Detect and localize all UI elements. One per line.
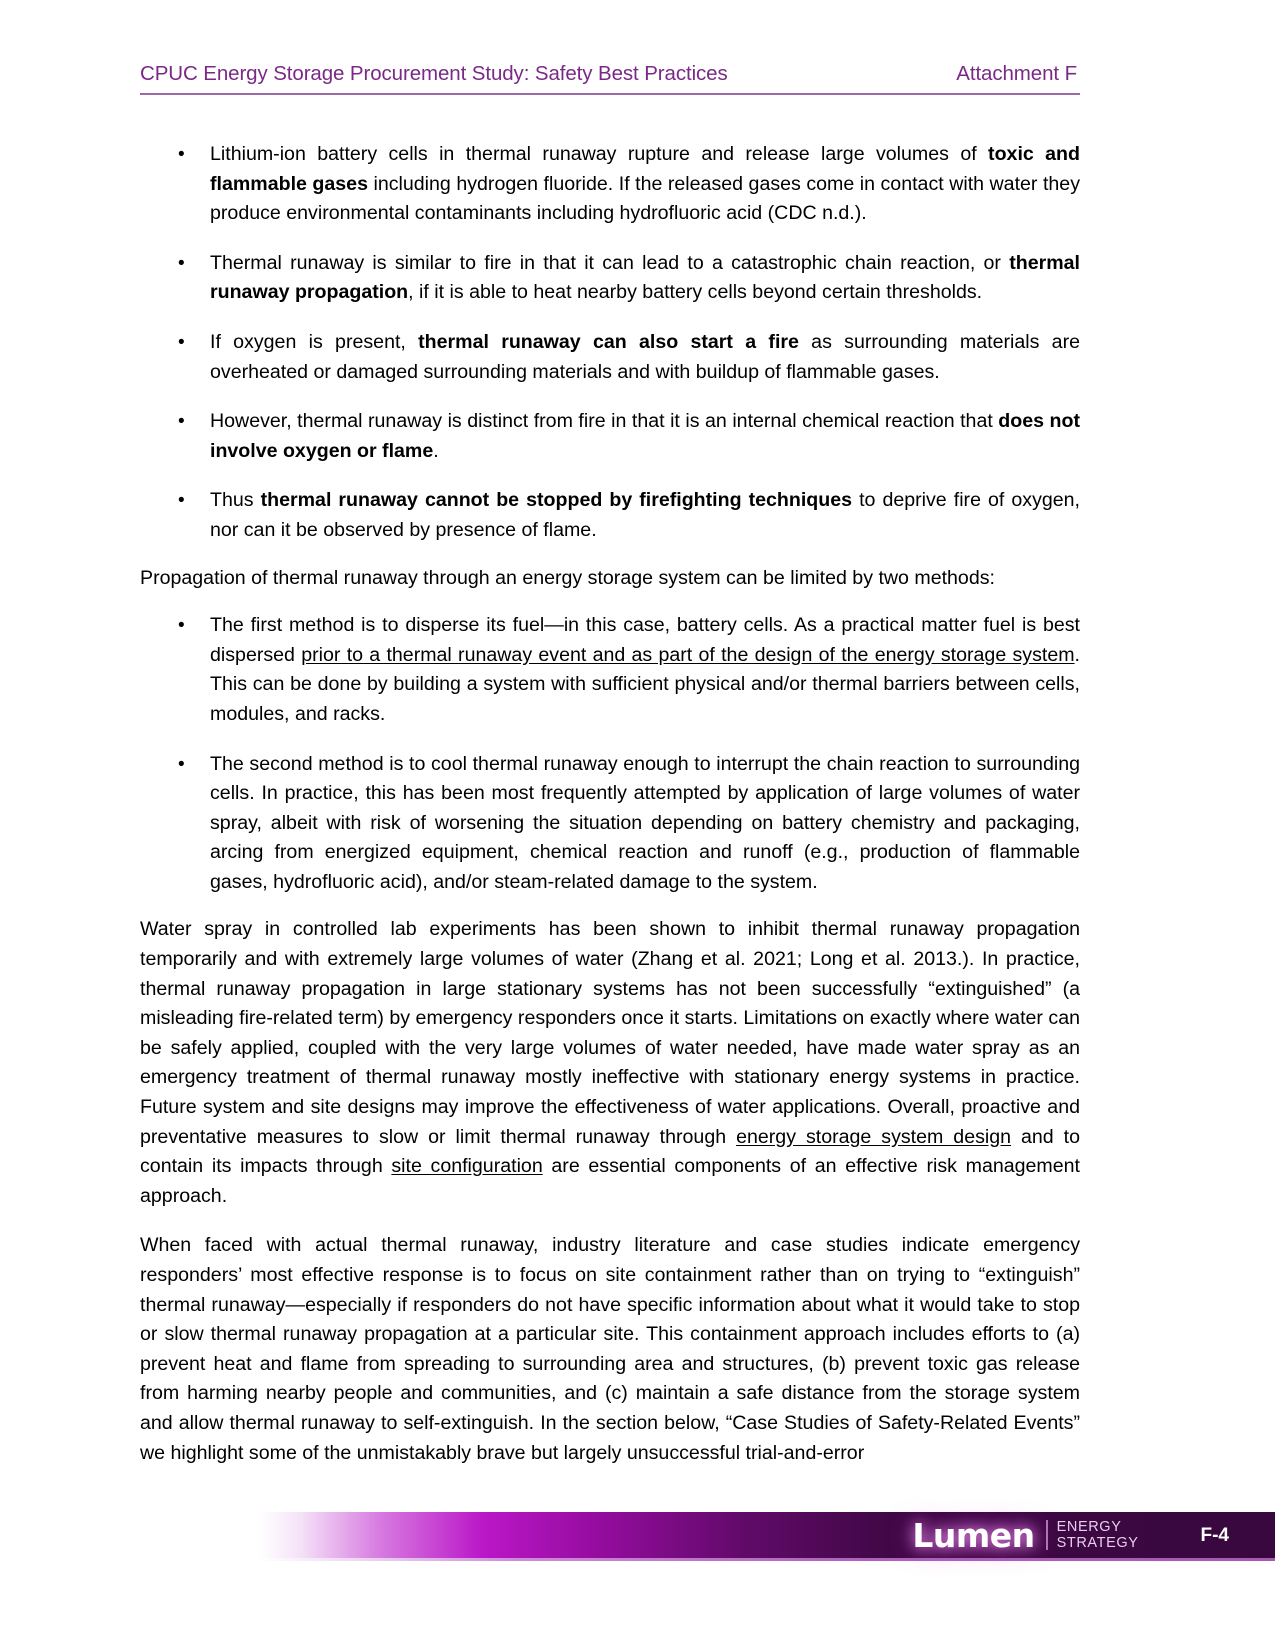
emphasis-underline: energy storage system design (736, 1125, 1012, 1148)
paragraph-methods-intro: Propagation of thermal runaway through an energy storage system can be limited by two methods: (140, 566, 995, 589)
footer-gradient-bar (260, 1512, 1275, 1558)
text-run: The second method is to cool thermal runaway enough to interrupt the chain reaction to surrounding cells. In practice, this has been most frequently attempted by application of large volumes of water spray, albeit with risk of worsening the situation depending on battery chemistry and packaging, arcing from energized equipment, chemical reaction and runoff (e.g., production of flammable gases, hydrofluoric acid), and/or steam-related damage to the system. (210, 752, 1080, 893)
bullet-dot-icon: • (178, 331, 185, 353)
text-run: are essential components of an effective risk management approach. (140, 1155, 1080, 1207)
logo-tagline-line2: STRATEGY (1056, 1535, 1139, 1551)
lumen-wordmark: Lumen (912, 1515, 1035, 1555)
emphasis-bold: thermal runaway propagation (210, 251, 1080, 304)
logo-tagline (1057, 1519, 1139, 1552)
text-run: Lithium-ion battery cells in thermal runaway rupture and release large volumes of (210, 143, 989, 165)
lumen-logo (912, 1512, 1275, 1558)
text-run: . (433, 439, 439, 462)
paragraph-water-spray (140, 915, 1080, 1211)
list-item (140, 249, 1080, 308)
list-item (140, 407, 1080, 466)
bullet-dot-icon: • (178, 490, 185, 512)
emphasis-bold: does not involve oxygen or flame (210, 410, 1080, 462)
text-run: The first method is to disperse its fuel—in this case, battery cells. As a practical matter fuel is best dispersed (210, 614, 1080, 666)
paragraph-containment-approach (140, 1231, 1080, 1468)
page-content (140, 140, 1080, 1488)
emphasis-underline: prior to a thermal runaway event and as part of the design of the energy storage system (301, 643, 1075, 666)
bullet-list-thermal-runaway-facts (140, 140, 1080, 546)
text-run: , if it is able to heat nearby battery cells beyond certain thresholds. (408, 281, 983, 304)
text-run: Thermal runaway is similar to fire in that it can lead to a catastrophic chain reaction, or (210, 251, 1010, 274)
text-run: to deprive fire of oxygen, nor can it be observed by presence of flame. (210, 489, 1081, 541)
list-item (140, 750, 1080, 898)
text-run: as surrounding materials are overheated or damaged surrounding materials and with buildup of flammable gases. (210, 330, 1080, 383)
emphasis-bold: thermal runaway cannot be stopped by firefighting techniques (260, 489, 853, 512)
text-run: Thus (210, 489, 261, 512)
text-run: However, thermal runaway is distinct from fire in that it is an internal chemical reaction that (210, 410, 999, 433)
footer-underline-rule (260, 1558, 1275, 1561)
list-item (140, 486, 1080, 545)
text-run: Water spray in controlled lab experiments has been shown to inhibit thermal runaway propagation temporarily and with extremely large volumes of water (Zhang et al. 2021; Long et al. 2013.). In practice, thermal runaway propagation in large stationary systems has not been successfully “extinguished” (a misleading fire-related term) by emergency responders once it starts. Limitations on exactly where water can be safely applied, coupled with the very large volumes of water needed, have made water spray as an emergency treatment of thermal runaway mostly ineffective with stationary energy systems in practice. Future system and site designs may improve the effectiveness of water applications. Overall, proactive and preventative measures to slow or limit thermal runaway through (140, 918, 1080, 1148)
header-document-title: CPUC Energy Storage Procurement Study: Safety Best Practices (140, 62, 728, 85)
bullet-list-propagation-methods (140, 611, 1080, 897)
page-number: F-4 (1200, 1524, 1229, 1546)
text-run: including hydrogen fluoride. If the released gases come in contact with water they produce environmental contaminants including hydrofluoric acid (CDC n.d.). (210, 172, 1080, 225)
text-run: When faced with actual thermal runaway, industry literature and case studies indicate emergency responders’ most effective response is to focus on site containment rather than on trying to “extinguish” thermal runaway—especially if responders do not have specific information about what it would take to stop or slow thermal runaway propagation at a particular site. This containment approach includes efforts to (a) prevent heat and flame from spreading to surrounding area and structures, (b) prevent toxic gas release from harming nearby people and communities, and (c) maintain a safe distance from the storage system and allow thermal runaway to self-extinguish. In the section below, “Case Studies of Safety-Related Events” we highlight some of the unmistakably brave but largely unsuccessful trial-and-error (140, 1234, 1080, 1464)
list-item (140, 328, 1080, 387)
emphasis-bold: thermal runaway can also start a fire (418, 330, 799, 353)
emphasis-bold: toxic and flammable gases (210, 143, 1080, 195)
list-item (140, 611, 1080, 729)
bullet-dot-icon: • (178, 615, 185, 637)
logo-divider-icon (1046, 1520, 1048, 1550)
page-footer (0, 1512, 1275, 1560)
bullet-dot-icon: • (178, 411, 185, 433)
text-run: . This can be done by building a system with sufficient physical and/or thermal barriers between cells, modules, and racks. (210, 643, 1080, 725)
text-run: and to contain its impacts through (140, 1125, 1081, 1178)
page-header (140, 62, 1080, 95)
emphasis-underline: site configuration (391, 1155, 543, 1178)
text-run: If oxygen is present, (210, 330, 419, 353)
header-row (140, 62, 1080, 93)
bullet-dot-icon: • (178, 753, 185, 775)
header-attachment-label: Attachment F (956, 62, 1077, 85)
list-item (140, 140, 1080, 229)
logo-tagline-line1: ENERGY (1056, 1518, 1122, 1535)
header-divider-rule (140, 93, 1080, 95)
bullet-dot-icon: • (178, 144, 185, 165)
bullet-dot-icon: • (178, 252, 185, 274)
